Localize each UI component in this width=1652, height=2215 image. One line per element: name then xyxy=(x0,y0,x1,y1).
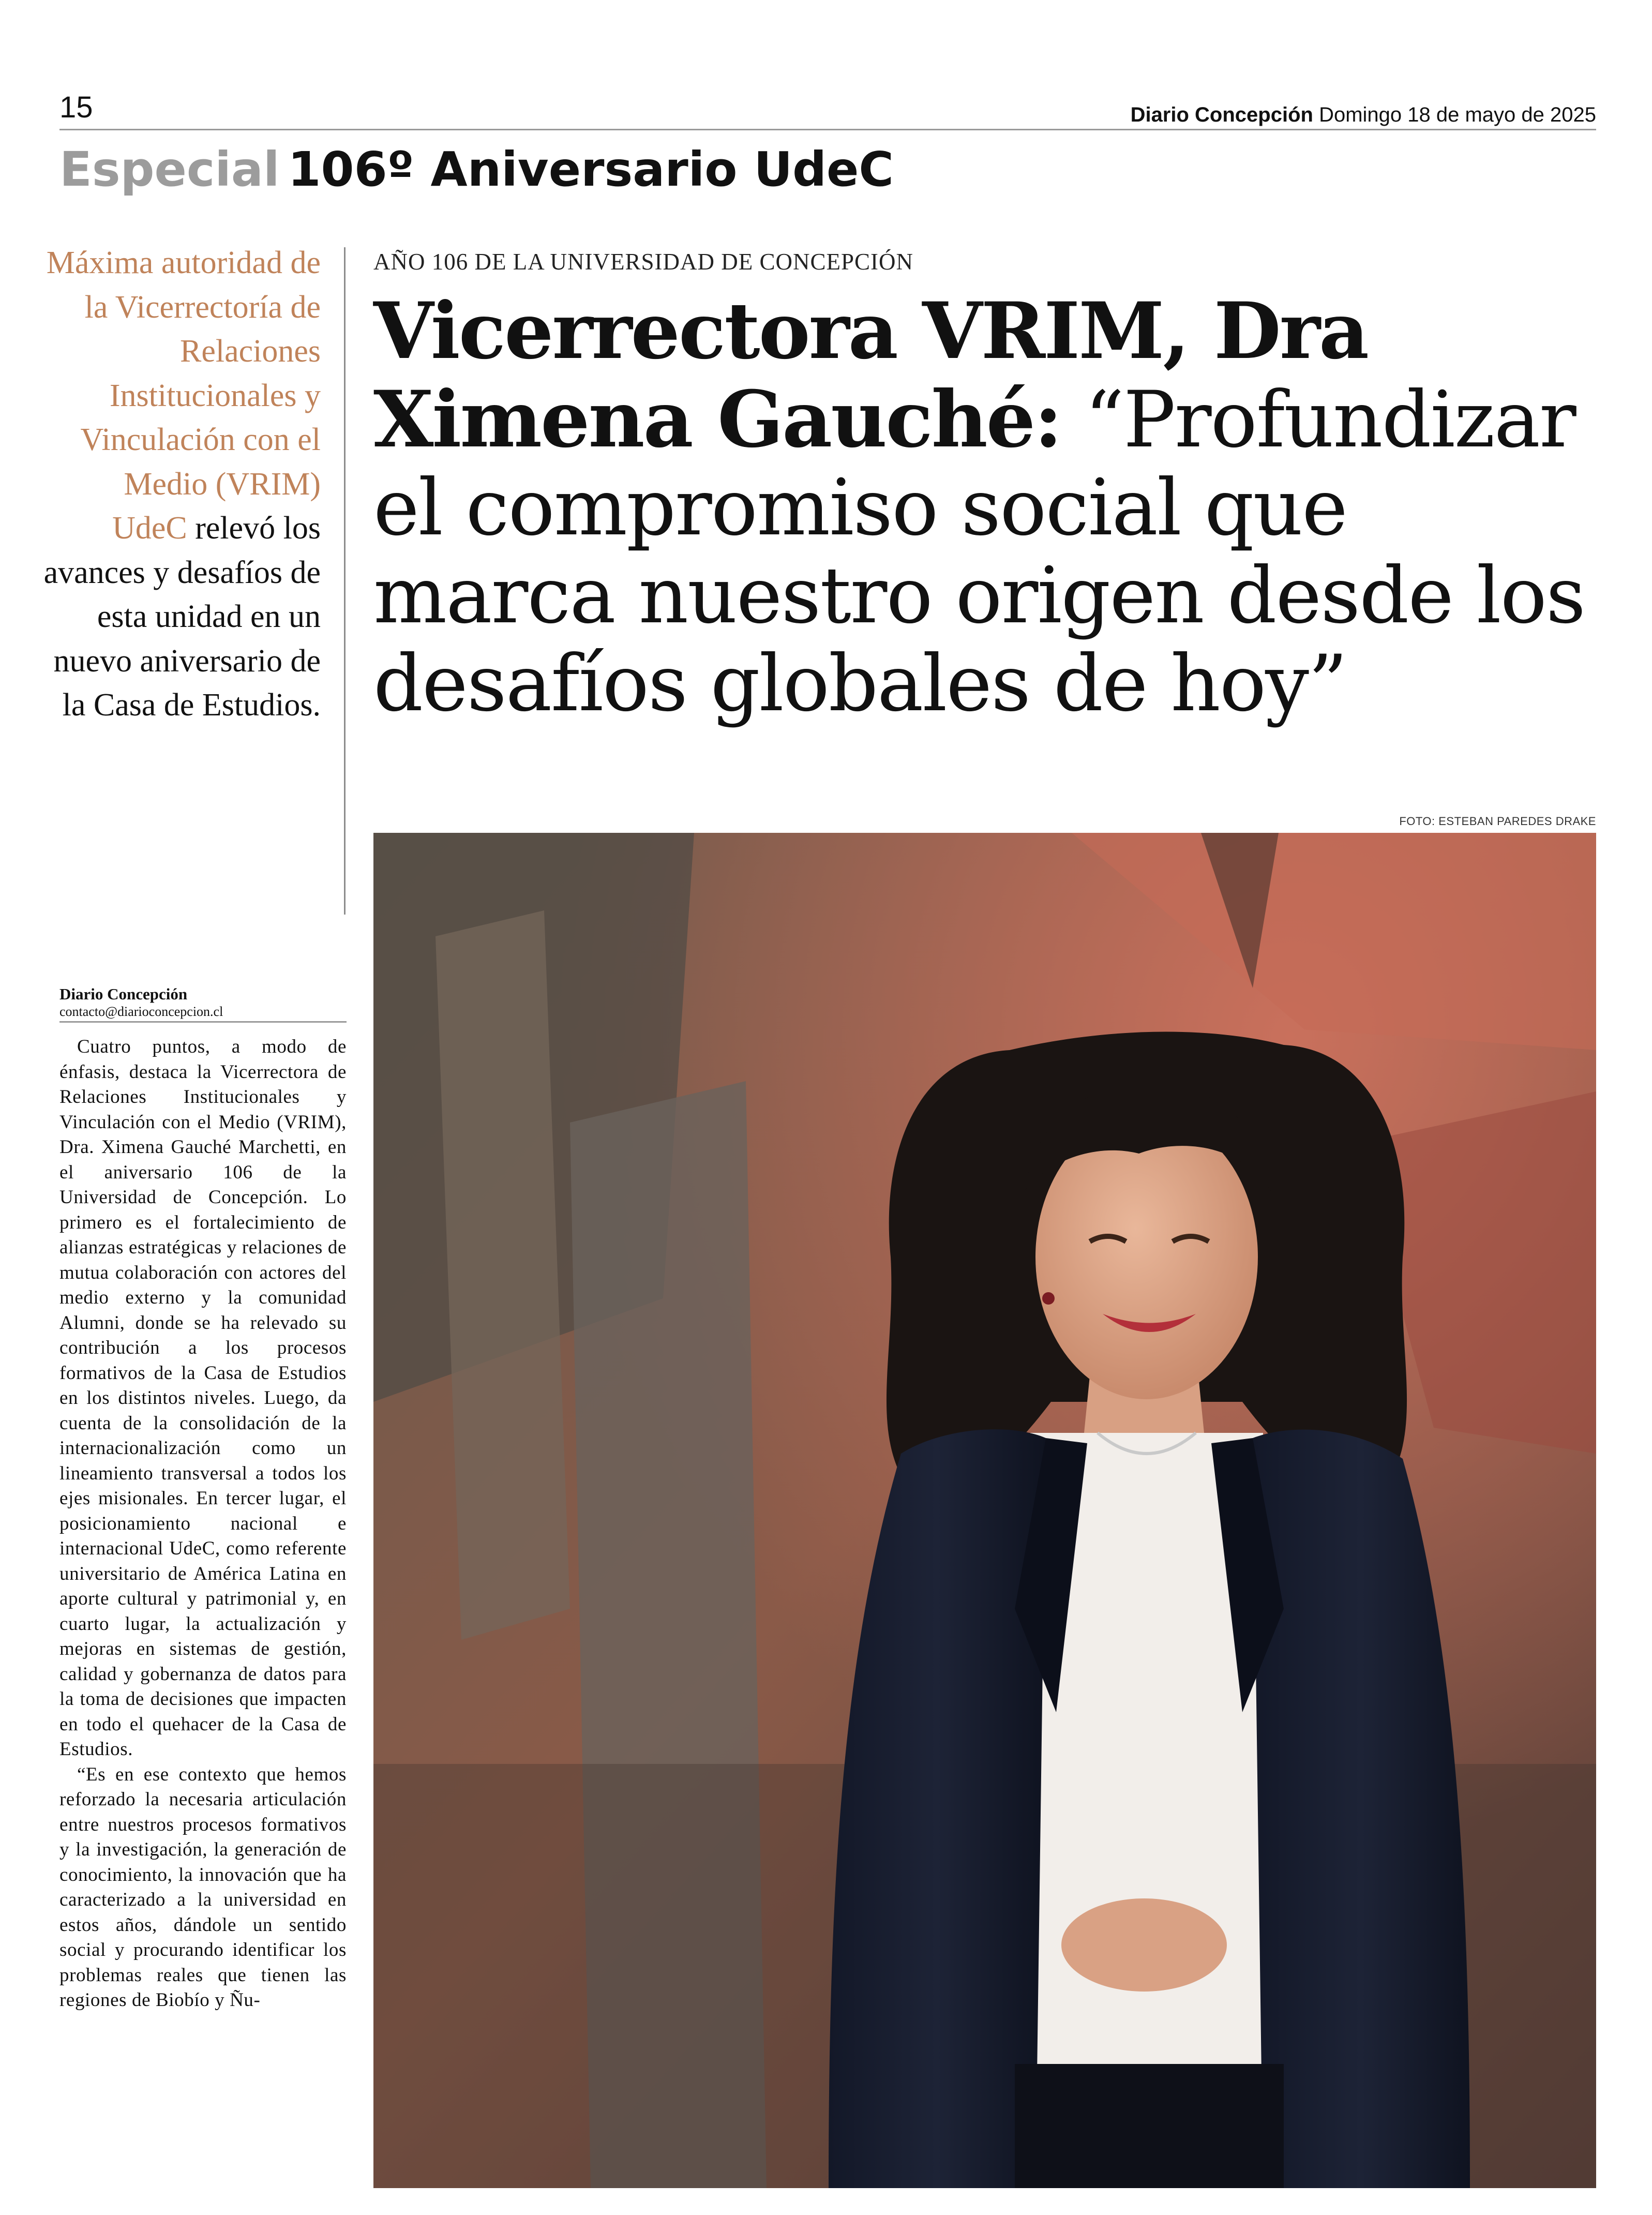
portrait-illustration xyxy=(373,833,1596,2188)
column-divider xyxy=(344,247,346,915)
photo-credit: FOTO: ESTEBAN PAREDES DRAKE xyxy=(1399,815,1596,828)
article-deck xyxy=(41,241,321,728)
header-rule xyxy=(59,129,1596,130)
headline-bold: Vicerrectora VRIM, Dra Ximena Gauché: xyxy=(373,286,1368,465)
deck-text: relevó los avances y desafíos de esta unidad en un nuevo aniversario de la Casa de Estudios. xyxy=(43,511,321,723)
issue-date: Domingo 18 de mayo de 2025 xyxy=(1319,103,1596,126)
article-body xyxy=(59,1035,347,2191)
headline-quote: “Profundizar el compromiso social que marca nuestro origen desde los desafíos globales de hoy” xyxy=(373,375,1585,729)
section-heading xyxy=(59,139,894,201)
byline-rule xyxy=(59,1021,347,1023)
page-number: 15 xyxy=(59,91,93,124)
section-kicker: Especial xyxy=(59,142,280,197)
portrait-photo xyxy=(373,833,1596,2188)
newspaper-name: Diario Concepción xyxy=(1130,103,1313,126)
deck-accent-text: Máxima autoridad de la Vicerrectoría de Relaciones Institucionales y Vinculación con el Medio (VRIM) UdeC xyxy=(46,245,321,546)
byline-email: contacto@diarioconcepcion.cl xyxy=(59,1004,223,1019)
byline-name: Diario Concepción xyxy=(59,985,188,1003)
article-overline: AÑO 106 DE LA UNIVERSIDAD DE CONCEPCIÓN xyxy=(373,249,913,275)
masthead xyxy=(1131,101,1596,128)
section-title: 106º Aniversario UdeC xyxy=(288,142,894,197)
body-paragraph: Cuatro puntos, a modo de énfasis, destaca la Vicerrectora de Relaciones Institucionales y Vinculación con el Medio (VRIM), Dra. Ximena Gauché Marchetti, en el aniversario 106 de la Universidad de Concepción. Lo primero es el fortalecimiento de alianzas estratégicas y relaciones de mutua colaboración con actores del medio externo y la comunidad Alumni, donde se ha relevado su contribución a los procesos formativos de la Casa de Estudios en los distintos niveles. Luego, da cuenta de la consolidación de la internacionalización como un lineamiento transversal a todos los ejes misionales. En tercer lugar, el posicionamiento nacional e internacional UdeC, como referente universitario de América Latina en aporte cultural y patrimonial y, en cuarto lugar, la actualización y mejoras en sistemas de gestión, calidad y gobernanza de datos para la toma de decisiones que impacten en todo el quehacer de la Casa de Estudios. xyxy=(59,1036,347,1760)
body-paragraph: “Es en ese contexto que hemos reforzado la necesaria articulación entre nuestros procesos formativos y la investigación, la generación de conocimiento, la innovación que ha caracterizado a la universidad en estos años, dándole un sentido social y procurando identificar los problemas reales que tienen las regiones de Biobío y Ñu- xyxy=(59,1763,347,2011)
article-headline xyxy=(373,287,1604,728)
